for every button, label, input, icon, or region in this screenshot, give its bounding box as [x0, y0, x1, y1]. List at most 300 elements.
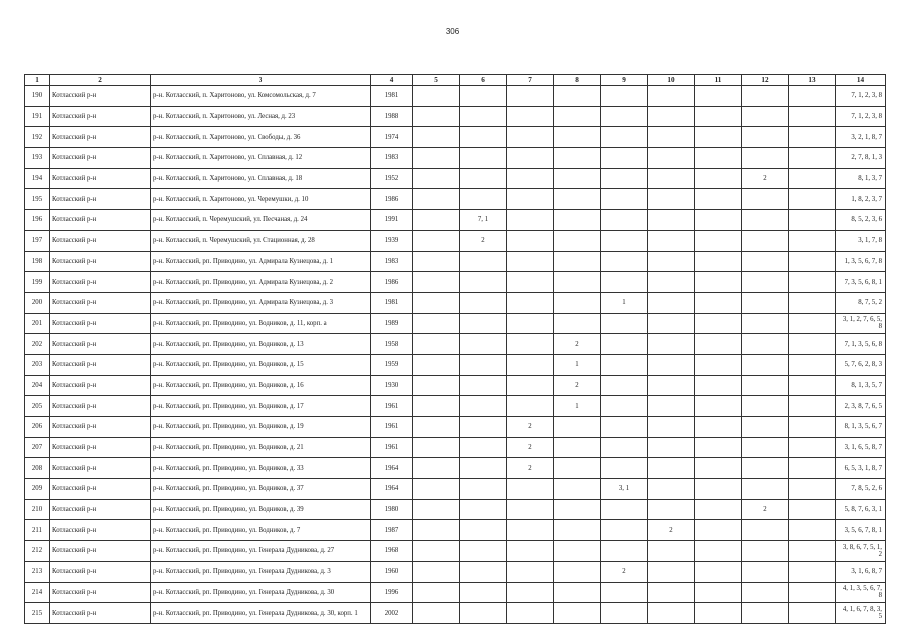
- cell-col-12: [742, 520, 789, 541]
- cell-row-number: 196: [25, 210, 50, 231]
- cell-address: р-н. Котласский, рп. Приводино, ул. Водников, д. 39: [151, 499, 371, 520]
- cell-codes: 1, 3, 5, 6, 7, 8: [836, 251, 886, 272]
- cell-col-11: [695, 230, 742, 251]
- cell-col-12: [742, 334, 789, 355]
- table-row: [25, 479, 886, 500]
- cell-col-12: [742, 106, 789, 127]
- cell-year: 1983: [371, 148, 413, 169]
- cell-district: Котласский р-н: [50, 334, 151, 355]
- cell-col-5: [413, 230, 460, 251]
- table-row: [25, 313, 886, 334]
- cell-col-9: 2: [601, 561, 648, 582]
- cell-col-9: [601, 541, 648, 562]
- cell-col-12: [742, 479, 789, 500]
- cell-year: 1968: [371, 541, 413, 562]
- column-header-2: 2: [50, 75, 151, 86]
- cell-col-6: [460, 437, 507, 458]
- cell-col-7: [507, 272, 554, 293]
- cell-col-12: [742, 292, 789, 313]
- cell-year: 1961: [371, 417, 413, 438]
- cell-col-12: 2: [742, 168, 789, 189]
- cell-year: 1981: [371, 86, 413, 107]
- cell-address: р-н. Котласский, рп. Приводино, ул. Водников, д. 17: [151, 396, 371, 417]
- cell-col-13: [789, 603, 836, 624]
- cell-col-10: 2: [648, 520, 695, 541]
- cell-col-13: [789, 354, 836, 375]
- cell-col-10: [648, 437, 695, 458]
- table-row: [25, 396, 886, 417]
- table-row: [25, 354, 886, 375]
- cell-row-number: 211: [25, 520, 50, 541]
- cell-col-7: [507, 168, 554, 189]
- cell-col-9: [601, 396, 648, 417]
- cell-row-number: 204: [25, 375, 50, 396]
- cell-row-number: 193: [25, 148, 50, 169]
- cell-col-13: [789, 499, 836, 520]
- cell-year: 1939: [371, 230, 413, 251]
- cell-col-13: [789, 520, 836, 541]
- cell-col-7: 2: [507, 458, 554, 479]
- table-row: [25, 106, 886, 127]
- cell-col-12: [742, 603, 789, 624]
- cell-row-number: 214: [25, 582, 50, 603]
- cell-col-13: [789, 292, 836, 313]
- cell-col-13: [789, 86, 836, 107]
- cell-col-9: [601, 313, 648, 334]
- cell-col-11: [695, 396, 742, 417]
- cell-col-6: [460, 106, 507, 127]
- table-row: [25, 189, 886, 210]
- cell-address: р-н. Котласский, п. Харитоново, ул. Лесная, д. 23: [151, 106, 371, 127]
- cell-col-10: [648, 354, 695, 375]
- cell-col-6: [460, 541, 507, 562]
- cell-year: 1991: [371, 210, 413, 231]
- cell-row-number: 213: [25, 561, 50, 582]
- cell-col-8: [554, 148, 601, 169]
- cell-row-number: 192: [25, 127, 50, 148]
- cell-col-7: [507, 479, 554, 500]
- column-header-4: 4: [371, 75, 413, 86]
- cell-col-8: 2: [554, 334, 601, 355]
- cell-col-11: [695, 189, 742, 210]
- cell-col-13: [789, 189, 836, 210]
- cell-col-10: [648, 541, 695, 562]
- cell-col-11: [695, 127, 742, 148]
- cell-col-7: [507, 251, 554, 272]
- cell-district: Котласский р-н: [50, 437, 151, 458]
- cell-col-6: [460, 189, 507, 210]
- cell-col-5: [413, 520, 460, 541]
- cell-col-6: [460, 127, 507, 148]
- cell-codes: 7, 1, 2, 3, 8: [836, 86, 886, 107]
- cell-col-11: [695, 479, 742, 500]
- cell-col-11: [695, 168, 742, 189]
- cell-col-9: [601, 375, 648, 396]
- cell-col-7: [507, 582, 554, 603]
- cell-col-6: [460, 313, 507, 334]
- cell-col-7: [507, 230, 554, 251]
- page-number: 306: [445, 27, 460, 36]
- column-header-3: 3: [151, 75, 371, 86]
- cell-col-11: [695, 251, 742, 272]
- cell-row-number: 202: [25, 334, 50, 355]
- cell-col-13: [789, 210, 836, 231]
- cell-col-12: [742, 189, 789, 210]
- cell-col-10: [648, 148, 695, 169]
- table-row: [25, 168, 886, 189]
- cell-address: р-н. Котласский, рп. Приводино, ул. Адмирала Кузнецова, д. 2: [151, 272, 371, 293]
- cell-address: р-н. Котласский, п. Черемушский, ул. Песчаная, д. 24: [151, 210, 371, 231]
- cell-col-6: [460, 148, 507, 169]
- cell-col-11: [695, 603, 742, 624]
- cell-col-9: [601, 354, 648, 375]
- cell-col-9: [601, 189, 648, 210]
- cell-year: 1996: [371, 582, 413, 603]
- cell-year: 1989: [371, 313, 413, 334]
- cell-col-8: [554, 272, 601, 293]
- cell-col-11: [695, 417, 742, 438]
- cell-row-number: 210: [25, 499, 50, 520]
- cell-row-number: 200: [25, 292, 50, 313]
- cell-col-5: [413, 437, 460, 458]
- cell-col-11: [695, 354, 742, 375]
- cell-codes: 7, 1, 3, 5, 6, 8: [836, 334, 886, 355]
- cell-col-6: [460, 561, 507, 582]
- cell-col-10: [648, 272, 695, 293]
- cell-col-8: [554, 603, 601, 624]
- cell-col-6: 7, 1: [460, 210, 507, 231]
- cell-col-5: [413, 168, 460, 189]
- cell-district: Котласский р-н: [50, 479, 151, 500]
- cell-col-13: [789, 148, 836, 169]
- cell-row-number: 215: [25, 603, 50, 624]
- cell-district: Котласский р-н: [50, 417, 151, 438]
- cell-col-5: [413, 458, 460, 479]
- cell-col-13: [789, 168, 836, 189]
- cell-year: 1964: [371, 458, 413, 479]
- cell-col-13: [789, 334, 836, 355]
- cell-col-13: [789, 251, 836, 272]
- cell-col-9: [601, 127, 648, 148]
- cell-col-8: [554, 417, 601, 438]
- cell-col-8: [554, 499, 601, 520]
- cell-codes: 6, 5, 3, 1, 8, 7: [836, 458, 886, 479]
- table-row: [25, 230, 886, 251]
- cell-col-13: [789, 396, 836, 417]
- cell-col-11: [695, 292, 742, 313]
- cell-address: р-н. Котласский, рп. Приводино, ул. Водников, д. 19: [151, 417, 371, 438]
- cell-col-7: [507, 334, 554, 355]
- cell-address: р-н. Котласский, п. Харитоново, ул. Сплавная, д. 12: [151, 148, 371, 169]
- cell-col-5: [413, 541, 460, 562]
- cell-col-12: [742, 417, 789, 438]
- cell-col-8: [554, 292, 601, 313]
- cell-col-7: [507, 603, 554, 624]
- table-row: [25, 272, 886, 293]
- cell-col-8: [554, 458, 601, 479]
- cell-row-number: 195: [25, 189, 50, 210]
- cell-col-12: [742, 541, 789, 562]
- cell-col-8: [554, 251, 601, 272]
- cell-col-10: [648, 479, 695, 500]
- cell-col-7: [507, 148, 554, 169]
- cell-col-5: [413, 561, 460, 582]
- cell-year: 1988: [371, 106, 413, 127]
- cell-col-10: [648, 458, 695, 479]
- cell-codes: 3, 1, 2, 7, 6, 5, 8: [836, 313, 886, 334]
- cell-col-11: [695, 210, 742, 231]
- cell-codes: 3, 1, 6, 5, 8, 7: [836, 437, 886, 458]
- column-header-8: 8: [554, 75, 601, 86]
- cell-district: Котласский р-н: [50, 148, 151, 169]
- cell-col-7: 2: [507, 417, 554, 438]
- cell-row-number: 190: [25, 86, 50, 107]
- register-table: [24, 74, 886, 624]
- cell-col-6: [460, 168, 507, 189]
- cell-codes: 8, 1, 3, 7: [836, 168, 886, 189]
- cell-col-6: [460, 417, 507, 438]
- cell-address: р-н. Котласский, рп. Приводино, ул. Адмирала Кузнецова, д. 3: [151, 292, 371, 313]
- cell-district: Котласский р-н: [50, 251, 151, 272]
- column-header-10: 10: [648, 75, 695, 86]
- cell-col-11: [695, 313, 742, 334]
- cell-col-11: [695, 106, 742, 127]
- cell-col-8: [554, 168, 601, 189]
- cell-col-11: [695, 86, 742, 107]
- cell-col-13: [789, 230, 836, 251]
- cell-col-8: [554, 437, 601, 458]
- cell-col-8: [554, 520, 601, 541]
- cell-col-12: [742, 272, 789, 293]
- cell-col-13: [789, 458, 836, 479]
- cell-codes: 1, 8, 2, 3, 7: [836, 189, 886, 210]
- cell-address: р-н. Котласский, рп. Приводино, ул. Водников, д. 21: [151, 437, 371, 458]
- cell-col-6: 2: [460, 230, 507, 251]
- column-header-12: 12: [742, 75, 789, 86]
- cell-col-5: [413, 396, 460, 417]
- table-row: [25, 499, 886, 520]
- cell-district: Котласский р-н: [50, 499, 151, 520]
- cell-col-12: [742, 354, 789, 375]
- cell-col-9: [601, 334, 648, 355]
- cell-codes: 2, 3, 8, 7, 6, 5: [836, 396, 886, 417]
- cell-district: Котласский р-н: [50, 230, 151, 251]
- cell-col-10: [648, 127, 695, 148]
- cell-year: 1983: [371, 251, 413, 272]
- cell-col-9: [601, 499, 648, 520]
- cell-year: 1930: [371, 375, 413, 396]
- cell-col-10: [648, 168, 695, 189]
- table-row: [25, 251, 886, 272]
- column-header-1: 1: [25, 75, 50, 86]
- cell-year: 1987: [371, 520, 413, 541]
- cell-col-6: [460, 396, 507, 417]
- cell-address: р-н. Котласский, рп. Приводино, ул. Водников, д. 15: [151, 354, 371, 375]
- cell-row-number: 203: [25, 354, 50, 375]
- cell-col-9: [601, 272, 648, 293]
- cell-address: р-н. Котласский, рп. Приводино, ул. Водников, д. 7: [151, 520, 371, 541]
- table-row: [25, 148, 886, 169]
- cell-row-number: 212: [25, 541, 50, 562]
- cell-district: Котласский р-н: [50, 520, 151, 541]
- table-body: [25, 86, 886, 624]
- table-row: [25, 582, 886, 603]
- cell-col-5: [413, 582, 460, 603]
- cell-col-7: [507, 499, 554, 520]
- cell-col-8: [554, 127, 601, 148]
- cell-col-10: [648, 292, 695, 313]
- cell-col-11: [695, 272, 742, 293]
- cell-address: р-н. Котласский, рп. Приводино, ул. Водников, д. 37: [151, 479, 371, 500]
- cell-district: Котласский р-н: [50, 313, 151, 334]
- cell-address: р-н. Котласский, п. Харитоново, ул. Черемушки, д. 10: [151, 189, 371, 210]
- cell-codes: 8, 1, 3, 5, 7: [836, 375, 886, 396]
- cell-address: р-н. Котласский, рп. Приводино, ул. Генерала Дудникова, д. 30: [151, 582, 371, 603]
- cell-col-5: [413, 106, 460, 127]
- cell-col-12: [742, 86, 789, 107]
- cell-col-8: [554, 86, 601, 107]
- cell-col-12: [742, 375, 789, 396]
- cell-codes: 4, 1, 3, 5, 6, 7, 8: [836, 582, 886, 603]
- cell-address: р-н. Котласский, рп. Приводино, ул. Водников, д. 33: [151, 458, 371, 479]
- cell-col-5: [413, 251, 460, 272]
- cell-col-13: [789, 561, 836, 582]
- cell-row-number: 208: [25, 458, 50, 479]
- cell-district: Котласский р-н: [50, 354, 151, 375]
- cell-col-8: [554, 230, 601, 251]
- cell-col-12: [742, 561, 789, 582]
- cell-col-11: [695, 561, 742, 582]
- table-row: [25, 334, 886, 355]
- table-row: [25, 458, 886, 479]
- cell-year: 1952: [371, 168, 413, 189]
- cell-col-11: [695, 375, 742, 396]
- cell-col-6: [460, 520, 507, 541]
- cell-district: Котласский р-н: [50, 210, 151, 231]
- cell-col-6: [460, 582, 507, 603]
- cell-col-7: [507, 127, 554, 148]
- cell-col-9: [601, 106, 648, 127]
- cell-col-9: 3, 1: [601, 479, 648, 500]
- cell-col-10: [648, 189, 695, 210]
- cell-col-10: [648, 86, 695, 107]
- column-header-5: 5: [413, 75, 460, 86]
- cell-col-13: [789, 127, 836, 148]
- cell-col-8: [554, 210, 601, 231]
- cell-district: Котласский р-н: [50, 582, 151, 603]
- cell-row-number: 198: [25, 251, 50, 272]
- cell-codes: 7, 3, 5, 6, 8, 1: [836, 272, 886, 293]
- cell-col-9: [601, 603, 648, 624]
- cell-codes: 5, 8, 7, 6, 3, 1: [836, 499, 886, 520]
- cell-year: 1964: [371, 479, 413, 500]
- cell-col-5: [413, 127, 460, 148]
- cell-year: 1974: [371, 127, 413, 148]
- cell-col-8: [554, 561, 601, 582]
- cell-col-6: [460, 86, 507, 107]
- cell-col-5: [413, 148, 460, 169]
- cell-col-10: [648, 417, 695, 438]
- cell-col-9: 1: [601, 292, 648, 313]
- cell-col-13: [789, 541, 836, 562]
- table-row: [25, 520, 886, 541]
- cell-address: р-н. Котласский, п. Харитоново, ул. Свободы, д. 36: [151, 127, 371, 148]
- cell-col-6: [460, 354, 507, 375]
- table-row: [25, 86, 886, 107]
- cell-year: 1959: [371, 354, 413, 375]
- cell-col-8: [554, 313, 601, 334]
- cell-col-5: [413, 272, 460, 293]
- cell-col-7: [507, 189, 554, 210]
- cell-col-6: [460, 603, 507, 624]
- cell-col-10: [648, 375, 695, 396]
- cell-col-10: [648, 210, 695, 231]
- cell-col-12: [742, 210, 789, 231]
- cell-district: Котласский р-н: [50, 375, 151, 396]
- cell-col-7: [507, 354, 554, 375]
- cell-district: Котласский р-н: [50, 106, 151, 127]
- cell-col-9: [601, 458, 648, 479]
- cell-district: Котласский р-н: [50, 272, 151, 293]
- cell-district: Котласский р-н: [50, 127, 151, 148]
- cell-address: р-н. Котласский, рп. Приводино, ул. Водников, д. 11, корп. а: [151, 313, 371, 334]
- cell-codes: 7, 8, 5, 2, 6: [836, 479, 886, 500]
- cell-district: Котласский р-н: [50, 292, 151, 313]
- cell-col-5: [413, 354, 460, 375]
- cell-col-8: 1: [554, 354, 601, 375]
- cell-year: 1958: [371, 334, 413, 355]
- cell-codes: 3, 2, 1, 8, 7: [836, 127, 886, 148]
- cell-col-9: [601, 582, 648, 603]
- cell-row-number: 199: [25, 272, 50, 293]
- cell-col-13: [789, 417, 836, 438]
- cell-address: р-н. Котласский, рп. Приводино, ул. Генерала Дудникова, д. 27: [151, 541, 371, 562]
- cell-district: Котласский р-н: [50, 189, 151, 210]
- cell-col-12: [742, 458, 789, 479]
- cell-col-8: 2: [554, 375, 601, 396]
- cell-row-number: 205: [25, 396, 50, 417]
- cell-col-13: [789, 106, 836, 127]
- cell-district: Котласский р-н: [50, 86, 151, 107]
- column-header-9: 9: [601, 75, 648, 86]
- cell-col-13: [789, 582, 836, 603]
- cell-col-5: [413, 210, 460, 231]
- table-row: [25, 437, 886, 458]
- cell-col-11: [695, 541, 742, 562]
- cell-codes: 7, 1, 2, 3, 8: [836, 106, 886, 127]
- table-row: [25, 210, 886, 231]
- cell-col-10: [648, 582, 695, 603]
- cell-address: р-н. Котласский, п. Черемушский, ул. Стационная, д. 28: [151, 230, 371, 251]
- cell-codes: 3, 5, 6, 7, 8, 1: [836, 520, 886, 541]
- cell-address: р-н. Котласский, рп. Приводино, ул. Генерала Дудникова, д. 3: [151, 561, 371, 582]
- cell-col-6: [460, 499, 507, 520]
- cell-col-12: [742, 437, 789, 458]
- cell-codes: 8, 7, 5, 2: [836, 292, 886, 313]
- cell-col-7: [507, 86, 554, 107]
- table-row: [25, 127, 886, 148]
- cell-district: Котласский р-н: [50, 458, 151, 479]
- cell-row-number: 209: [25, 479, 50, 500]
- cell-col-5: [413, 334, 460, 355]
- cell-col-10: [648, 230, 695, 251]
- cell-col-9: [601, 520, 648, 541]
- cell-col-12: [742, 230, 789, 251]
- column-header-7: 7: [507, 75, 554, 86]
- cell-col-12: [742, 148, 789, 169]
- table-row: [25, 603, 886, 624]
- cell-col-11: [695, 499, 742, 520]
